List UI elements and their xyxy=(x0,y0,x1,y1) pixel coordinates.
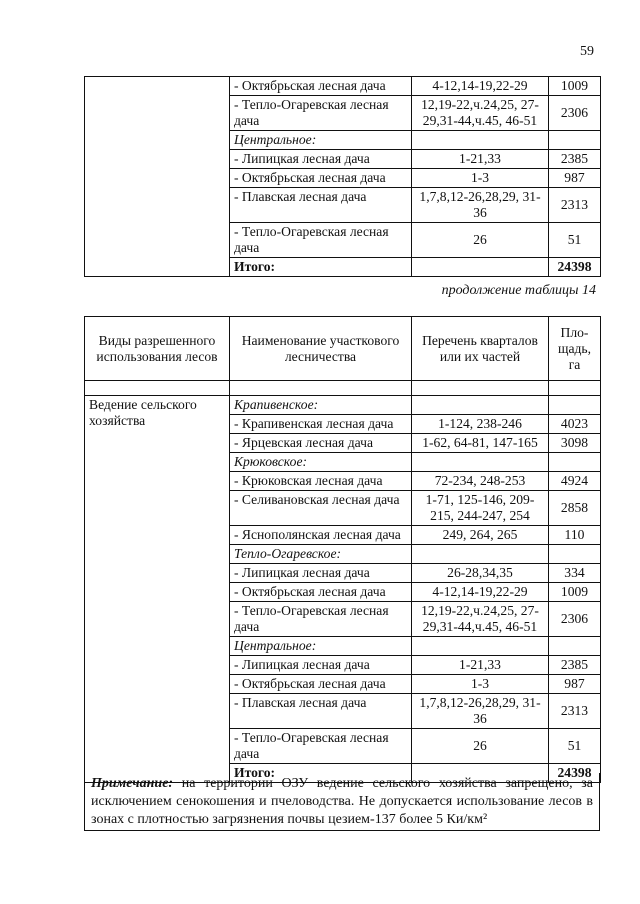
quarters-list: 1-3 xyxy=(412,169,549,188)
total-area: 24398 xyxy=(549,764,601,783)
forest-dacha-name: - Селивановская лесная дача xyxy=(230,491,412,526)
group-row xyxy=(85,396,601,415)
area-value: 1009 xyxy=(549,583,601,602)
forest-dacha-name: - Липицкая лесная дача xyxy=(230,150,412,169)
forest-dacha-name: - Липицкая лесная дача xyxy=(230,564,412,583)
note xyxy=(84,773,600,831)
area-value: 2313 xyxy=(549,188,601,223)
spacer-cell xyxy=(412,381,549,396)
empty-cell xyxy=(549,131,601,150)
table-row xyxy=(85,77,601,96)
area-value: 2313 xyxy=(549,694,601,729)
area-value: 51 xyxy=(549,223,601,258)
quarters-list: 26 xyxy=(412,729,549,764)
header-area: Пло-щадь, га xyxy=(549,317,601,381)
quarters-list: 26-28,34,35 xyxy=(412,564,549,583)
table-header-row xyxy=(85,317,601,381)
spacer-cell xyxy=(85,381,230,396)
total-area: 24398 xyxy=(549,258,601,277)
forest-dacha-name: - Липицкая лесная дача xyxy=(230,656,412,675)
group-name-cell: Крюковское: xyxy=(230,453,412,472)
empty-cell xyxy=(412,637,549,656)
spacer-cell xyxy=(549,381,601,396)
quarters-list: 4-12,14-19,22-29 xyxy=(412,77,549,96)
usage-type-cell xyxy=(85,77,230,277)
group-name-cell: Центральное: xyxy=(230,637,412,656)
total-label: Итого: xyxy=(230,764,412,783)
quarters-list: 1,7,8,12-26,28,29, 31-36 xyxy=(412,694,549,729)
area-value: 2306 xyxy=(549,96,601,131)
header-forestry-name: Наименование участкового лесничества xyxy=(230,317,412,381)
empty-cell xyxy=(549,396,601,415)
area-value: 2385 xyxy=(549,150,601,169)
forest-dacha-name: - Ярцевская лесная дача xyxy=(230,434,412,453)
quarters-list: 12,19-22,ч.24,25, 27-29,31-44,ч.45, 46-51 xyxy=(412,96,549,131)
forest-dacha-name: - Октябрьская лесная дача xyxy=(230,675,412,694)
area-value: 987 xyxy=(549,675,601,694)
forest-dacha-name: - Тепло-Огаревская лесная дача xyxy=(230,223,412,258)
quarters-list: 249, 264, 265 xyxy=(412,526,549,545)
forest-dacha-name: - Крюковская лесная дача xyxy=(230,472,412,491)
quarters-list: 1-124, 238-246 xyxy=(412,415,549,434)
forest-dacha-name: - Октябрьская лесная дача xyxy=(230,77,412,96)
quarters-list: 1-3 xyxy=(412,675,549,694)
spacer-cell xyxy=(230,381,412,396)
group-name-cell: Тепло-Огаревское: xyxy=(230,545,412,564)
forest-dacha-name: - Тепло-Огаревская лесная дача xyxy=(230,729,412,764)
area-value: 1009 xyxy=(549,77,601,96)
table-spacer-row xyxy=(85,381,601,396)
area-value: 2306 xyxy=(549,602,601,637)
area-value: 2858 xyxy=(549,491,601,526)
empty-cell xyxy=(412,453,549,472)
forest-dacha-name: - Октябрьская лесная дача xyxy=(230,583,412,602)
forest-table-bottom xyxy=(84,316,601,783)
group-name-cell: Крапивенское: xyxy=(230,396,412,415)
group-name-cell: Центральное: xyxy=(230,131,412,150)
forest-dacha-name: - Октябрьская лесная дача xyxy=(230,169,412,188)
empty-cell xyxy=(412,131,549,150)
area-value: 987 xyxy=(549,169,601,188)
usage-type-cell: Ведение сельского хозяйства xyxy=(85,396,230,783)
area-value: 51 xyxy=(549,729,601,764)
note-text: на территории ОЗУ ведение сельского хозяйства запрещено, за исключением сенокошения и пчеловодства. Не допускается использование лесов в зонах с плотностью загрязнения почвы цезием-137 более 5 Ки/км² xyxy=(91,776,593,827)
forest-dacha-name: - Тепло-Огаревская лесная дача xyxy=(230,602,412,637)
area-value: 334 xyxy=(549,564,601,583)
forest-dacha-name: - Тепло-Огаревская лесная дача xyxy=(230,96,412,131)
header-quarters: Перечень кварталов или их частей xyxy=(412,317,549,381)
note-label: Примечание: xyxy=(91,776,174,791)
forest-dacha-name: - Плавская лесная дача xyxy=(230,188,412,223)
area-value: 3098 xyxy=(549,434,601,453)
quarters-list: 1,7,8,12-26,28,29, 31-36 xyxy=(412,188,549,223)
total-label: Итого: xyxy=(230,258,412,277)
forest-table-top xyxy=(84,76,601,277)
empty-cell xyxy=(412,258,549,277)
table-caption: продолжение таблицы 14 xyxy=(441,283,596,298)
page-number: 59 xyxy=(580,44,594,59)
area-value: 110 xyxy=(549,526,601,545)
empty-cell xyxy=(412,545,549,564)
area-value: 4924 xyxy=(549,472,601,491)
empty-cell xyxy=(549,637,601,656)
quarters-list: 26 xyxy=(412,223,549,258)
area-value: 2385 xyxy=(549,656,601,675)
empty-cell xyxy=(412,396,549,415)
header-usage-type: Виды разрешенного использования лесов xyxy=(85,317,230,381)
empty-cell xyxy=(549,545,601,564)
quarters-list: 1-71, 125-146, 209-215, 244-247, 254 xyxy=(412,491,549,526)
quarters-list: 1-62, 64-81, 147-165 xyxy=(412,434,549,453)
quarters-list: 4-12,14-19,22-29 xyxy=(412,583,549,602)
empty-cell xyxy=(549,453,601,472)
forest-dacha-name: - Крапивенская лесная дача xyxy=(230,415,412,434)
quarters-list: 1-21,33 xyxy=(412,656,549,675)
quarters-list: 1-21,33 xyxy=(412,150,549,169)
forest-dacha-name: - Плавская лесная дача xyxy=(230,694,412,729)
area-value: 4023 xyxy=(549,415,601,434)
quarters-list: 12,19-22,ч.24,25, 27-29,31-44,ч.45, 46-51 xyxy=(412,602,549,637)
forest-dacha-name: - Яснополянская лесная дача xyxy=(230,526,412,545)
quarters-list: 72-234, 248-253 xyxy=(412,472,549,491)
